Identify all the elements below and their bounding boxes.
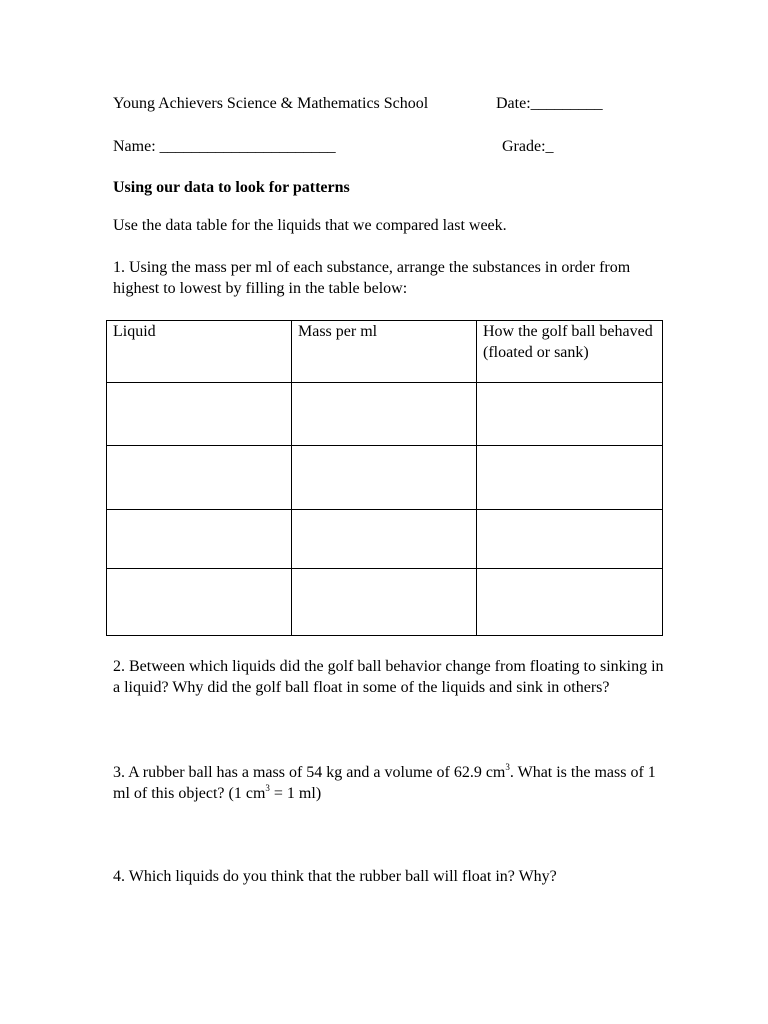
table-row (107, 569, 663, 636)
table-cell (292, 569, 477, 636)
table-cell (477, 510, 663, 569)
question-1: 1. Using the mass per ml of each substance, arrange the substances in order from highest to lowest by filling in the table below: (113, 259, 631, 297)
header-golf-ball-behavior: How the golf ball behaved (floated or sank) (477, 321, 663, 383)
intro-text: Use the data table for the liquids that we compared last week. (113, 217, 507, 234)
question-3-part-3: = 1 ml) (269, 785, 322, 802)
table-cell (107, 446, 292, 510)
table-cell (107, 510, 292, 569)
table-row (107, 383, 663, 446)
question-4: 4. Which liquids do you think that the rubber ball will float in? Why? (113, 868, 557, 885)
question-3-part-1: 3. A rubber ball has a mass of 54 kg and a volume of 62.9 cm (113, 764, 506, 781)
superscript-3: 3 (265, 783, 270, 793)
table-cell (107, 383, 292, 446)
table-row (107, 510, 663, 569)
header-mass-per-ml: Mass per ml (292, 321, 477, 383)
header-liquid: Liquid (107, 321, 292, 383)
table-cell (477, 569, 663, 636)
table-cell (292, 446, 477, 510)
superscript-3: 3 (505, 762, 510, 772)
table-cell (292, 510, 477, 569)
table-header-row (107, 321, 663, 383)
date-field: Date:_________ (496, 95, 603, 112)
table-cell (292, 383, 477, 446)
question-3-part-2: . What is the mass of 1 ml of this object? (1 cm (113, 764, 656, 802)
section-heading: Using our data to look for patterns (113, 179, 350, 196)
question-2: 2. Between which liquids did the golf ball behavior change from floating to sinking in a liquid? Why did the golf ball float in some of the liquids and sink in others? (113, 658, 664, 696)
table-cell (477, 446, 663, 510)
table-row (107, 446, 663, 510)
name-field: Name: ______________________ (113, 138, 336, 155)
question-3 (113, 762, 673, 804)
school-name: Young Achievers Science & Mathematics School (113, 95, 429, 112)
table-cell (107, 569, 292, 636)
table-cell (477, 383, 663, 446)
grade-field: Grade:_ (502, 138, 554, 155)
data-table (106, 320, 663, 636)
